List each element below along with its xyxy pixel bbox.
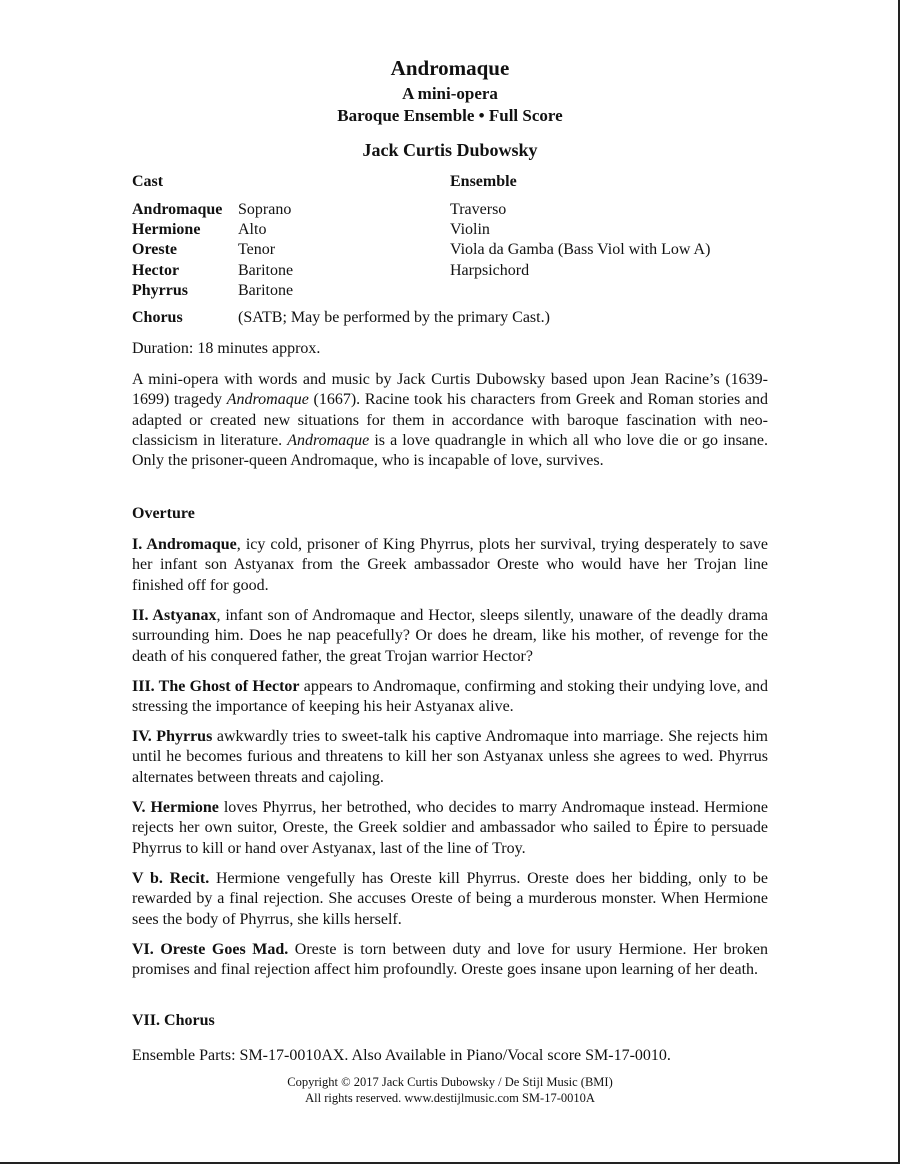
cast-heading: Cast	[132, 173, 164, 190]
instrument-item: Harpsichord	[450, 262, 530, 279]
intro-text: is a love quadrangle in which all who love die or go insane. Only the prisoner-queen Andromaque, who is incapable of love, survives.	[132, 431, 769, 470]
composer-name: Jack Curtis Dubowsky	[362, 140, 538, 160]
work-title: Andromaque	[287, 431, 370, 449]
page-title: Andromaque	[390, 56, 510, 80]
movement-description	[132, 677, 768, 718]
movement-label: III. The Ghost of Hector	[132, 678, 300, 695]
ensemble-heading: Ensemble	[450, 173, 517, 190]
role-voice: Baritone	[238, 282, 294, 299]
movement-description	[132, 798, 768, 859]
movement-label: V. Hermione	[132, 799, 219, 816]
movement-label: VI. Oreste Goes Mad.	[132, 941, 289, 958]
copyright-line: Copyright © 2017 Jack Curtis Dubowsky / De Stijl Music (BMI)	[287, 1075, 613, 1089]
role-name: Andromaque	[132, 201, 223, 218]
movement-description	[132, 535, 768, 596]
role-voice: Alto	[238, 221, 267, 238]
role-name: Phyrrus	[132, 282, 188, 299]
movement-text: Oreste is torn between duty and love for usury Hermione. Her broken promises and final rejection affect him profoundly. Oreste goes insane upon learning of her death.	[132, 941, 768, 979]
duration-text: Duration: 18 minutes approx.	[132, 340, 321, 357]
instrument-item: Violin	[450, 221, 490, 238]
final-movement-heading: VII. Chorus	[132, 1012, 215, 1029]
work-title: Andromaque	[226, 391, 309, 409]
movement-text: awkwardly tries to sweet-talk his captive Andromaque into marriage. She rejects him until he becomes furious and threatens to kill her son Astyanax unless she agrees to wed. Phyrrus alternates between threats and cajoling.	[132, 728, 769, 786]
movement-description	[132, 727, 768, 788]
overture-heading: Overture	[132, 505, 195, 522]
movement-label: IV. Phyrrus	[132, 728, 213, 745]
movement-description	[132, 869, 768, 930]
movement-description	[132, 940, 768, 981]
movement-description	[132, 606, 768, 667]
role-name: Oreste	[132, 241, 178, 258]
movement-label: V b. Recit.	[132, 870, 210, 887]
chorus-note: (SATB; May be performed by the primary Cast.)	[238, 309, 550, 326]
instrument-item: Viola da Gamba (Bass Viol with Low A)	[450, 241, 711, 258]
movement-label: I. Andromaque	[132, 536, 237, 553]
parts-note: Ensemble Parts: SM-17-0010AX. Also Available in Piano/Vocal score SM-17-0010.	[132, 1047, 671, 1064]
movement-text: Hermione vengefully has Oreste kill Phyrrus. Oreste does her bidding, only to be rewarded by a final rejection. She accuses Oreste of being a murderous monster. When Hermione sees the body of Phyrrus, she kills herself.	[132, 870, 768, 928]
movement-text: , icy cold, prisoner of King Phyrrus, plots her survival, trying desperately to save her infant son Astyanax from the Greek ambassador Oreste who would have her Trojan line finished off for good.	[132, 536, 769, 594]
movement-text: loves Phyrrus, her betrothed, who decides to marry Andromaque instead. Hermione rejects her own suitor, Oreste, the Greek soldier and ambassador who sailed to Épire to persuade Phyrrus to kill or hand over Astyanax, last of the line of Troy.	[132, 799, 769, 857]
intro-paragraph	[132, 370, 768, 471]
rights-line: All rights reserved. www.destijlmusic.com SM-17-0010A	[305, 1091, 595, 1105]
role-name: Hector	[132, 262, 180, 279]
intro-text: A mini-opera with words and music by Jack Curtis Dubowsky based upon Jean Racine’s (1639-1699) tragedy	[132, 371, 768, 409]
role-voice: Tenor	[238, 241, 276, 258]
chorus-name: Chorus	[132, 309, 183, 326]
intro-text: (1667). Racine took his characters from Greek and Roman stories and adapted or created new situations for them in accordance with baroque fascination with neo-classicism in literature.	[132, 391, 768, 449]
movement-text: appears to Andromaque, confirming and stoking their undying love, and stressing the importance of keeping his heir Astyanax alive.	[132, 678, 768, 716]
movement-text: , infant son of Andromaque and Hector, sleeps silently, unaware of the deadly drama surrounding him. Does he nap peacefully? Or does he dream, like his mother, of revenge for the death of his conquered father, the great Trojan warrior Hector?	[132, 607, 769, 665]
role-voice: Soprano	[238, 201, 292, 218]
instrument-item: Traverso	[450, 201, 507, 218]
role-voice: Baritone	[238, 262, 294, 279]
movement-label: II. Astyanax	[132, 607, 217, 624]
edition-line: Baroque Ensemble • Full Score	[337, 106, 563, 125]
role-name: Hermione	[132, 221, 201, 238]
subtitle: A mini-opera	[402, 84, 498, 103]
